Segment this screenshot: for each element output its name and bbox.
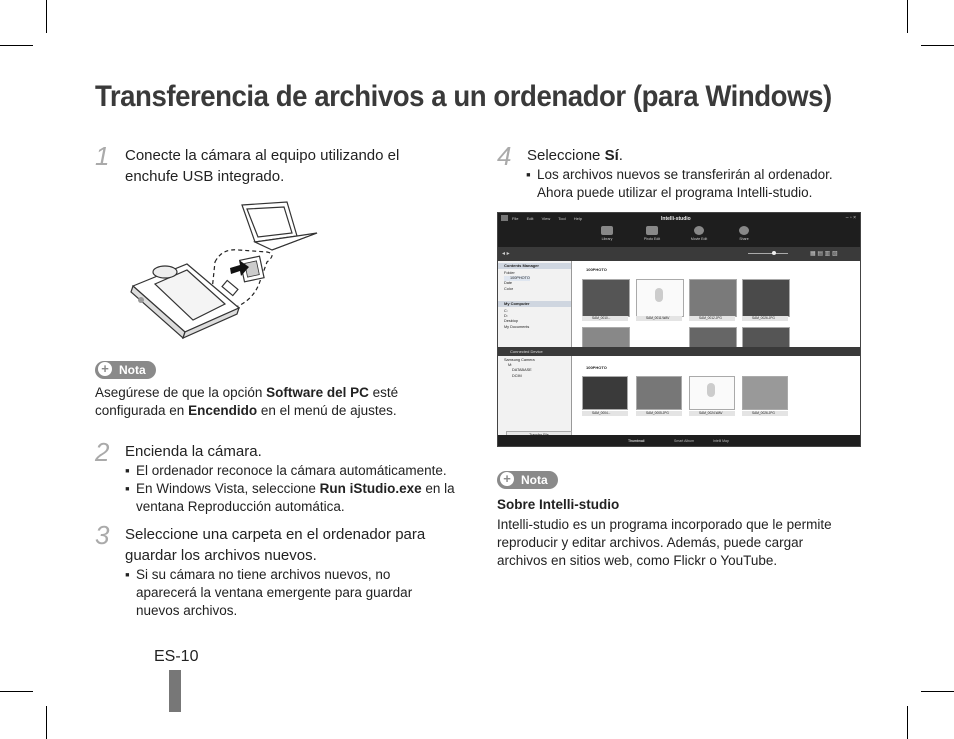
thumbnail-caption: SAM_0024.WAV: [689, 411, 735, 416]
contents-manager-header: Contents Manager: [498, 263, 571, 269]
thumbnail-audio[interactable]: [689, 376, 735, 410]
thumbnail-photo[interactable]: [689, 279, 737, 317]
step-text: Seleccione una carpeta en el ordenador para guardar los archivos nuevos.: [125, 526, 426, 564]
tree-item[interactable]: Date: [504, 281, 513, 286]
bullet-bold-text: Run iStudio.exe: [319, 481, 422, 496]
tree-item[interactable]: D:: [504, 314, 508, 319]
note-option-name: Software del PC: [266, 385, 369, 400]
step-text: Conecte la cámara al equipo utilizando el enchufe USB integrado.: [125, 147, 400, 185]
menu-file[interactable]: File: [512, 216, 519, 221]
bullet-item: [125, 462, 466, 480]
crop-mark: [0, 45, 33, 46]
page-title: Transferencia de archivos a un ordenador (para Windows): [95, 80, 832, 113]
crop-mark: [46, 706, 47, 739]
app-menu-bar: [512, 216, 589, 221]
tree-item[interactable]: DATABASE: [512, 368, 532, 373]
step-text: Encienda la cámara.: [125, 443, 262, 460]
intelli-studio-screenshot: [497, 212, 861, 447]
note-text-part: en el menú de ajustes.: [257, 403, 397, 418]
device-folder-label: 100PHOTO: [586, 365, 607, 370]
page-number: ES-10: [154, 648, 199, 665]
tree-item[interactable]: Folder: [504, 271, 515, 275]
bullet-text: Si su cámara no tiene archivos nuevos, no aparecerá la ventana emergente para guardar nuevos archivos.: [136, 567, 413, 618]
crop-mark: [921, 691, 954, 692]
page-tab-bar: [169, 670, 181, 712]
mode-library[interactable]: [595, 226, 619, 241]
thumbnail-caption: SAM_0004...: [582, 411, 628, 416]
thumbnail-caption: SAM_0026.JPG: [742, 316, 788, 321]
folder-tree: [504, 271, 530, 292]
bullet-text: En Windows Vista, seleccione: [136, 481, 320, 496]
step-option-name: Sí: [604, 147, 619, 164]
note-setting-value: Encendido: [188, 403, 258, 418]
device-tree: [504, 358, 535, 379]
note-badge: [95, 361, 156, 379]
step-number: 2: [95, 437, 110, 467]
note-badge-label: Nota: [521, 473, 548, 487]
note-heading: Sobre Intelli-studio: [497, 497, 620, 512]
thumbnail-caption: SAM_0011.WAV: [636, 316, 682, 321]
app-title: Intelli-studio: [661, 216, 691, 222]
thumbnail-photo[interactable]: [582, 279, 630, 317]
crop-mark: [0, 691, 33, 692]
bullet-text: El ordenador reconoce la cámara automáticamente.: [136, 463, 447, 478]
mode-photo-edit[interactable]: [640, 226, 664, 241]
bullet-item: [526, 166, 862, 202]
photo-edit-icon: [646, 226, 658, 235]
nav-arrows-icon[interactable]: ◂ ▸: [502, 251, 510, 257]
movie-edit-icon: [694, 226, 704, 235]
thumbnail-audio[interactable]: [636, 279, 684, 317]
tree-item[interactable]: Desktop: [504, 319, 518, 324]
tree-item[interactable]: My Documents: [504, 324, 530, 329]
app-title-bar: [498, 213, 860, 247]
thumbnail-photo[interactable]: [742, 327, 790, 349]
bullet-icon: ▪: [526, 167, 531, 182]
tree-item[interactable]: Color: [504, 286, 514, 291]
step-number: 1: [95, 141, 110, 171]
bullet-icon: ▪: [125, 481, 130, 496]
connected-device-label: Connected Device: [510, 349, 543, 354]
note-text-part: esté configurada en: [95, 385, 399, 418]
zoom-slider[interactable]: [748, 253, 788, 254]
mode-label: Photo Edit: [643, 237, 661, 241]
bullet-icon: ▪: [125, 567, 130, 582]
microphone-icon: [707, 383, 715, 397]
tab-thumbnail[interactable]: Thumbnail: [628, 439, 645, 443]
tree-item[interactable]: Samsung Camera: [504, 358, 535, 362]
tree-item[interactable]: DCIM: [512, 373, 522, 378]
thumbnail-photo[interactable]: [742, 279, 790, 317]
menu-edit[interactable]: Edit: [526, 216, 534, 221]
thumbnail-caption: SAM_0012.JPG: [689, 316, 735, 321]
crop-mark: [907, 706, 908, 739]
camera-icon: [131, 264, 239, 338]
connected-device-bar[interactable]: [498, 347, 860, 356]
note-text: Intelli-studio es un programa incorporado que le permite reproducir y editar archivos. Además, puede cargar archivos en sitios web, como Flickr o YouTube.: [497, 517, 832, 568]
microphone-icon: [655, 288, 663, 302]
plus-icon: +: [98, 362, 112, 376]
bullet-item: [125, 480, 456, 516]
thumbnail-photo[interactable]: [582, 376, 628, 410]
my-computer-header: My Computer: [498, 301, 571, 307]
thumbnail-caption: SAM_0005.JPG: [636, 411, 682, 416]
note-text: [95, 384, 445, 420]
step-text-part: Seleccione: [527, 147, 605, 164]
thumbnail-caption: SAM_0010...: [582, 316, 628, 321]
step-number: 4: [497, 141, 512, 171]
tree-item[interactable]: 100PHOTO: [504, 276, 530, 281]
app-logo-icon: [501, 215, 508, 221]
tab-smart-album[interactable]: Smart Album: [674, 439, 695, 443]
step-text: [527, 145, 857, 166]
step-number: 3: [95, 520, 110, 550]
globe-icon: [739, 226, 749, 235]
view-buttons-icon[interactable]: ▦ ▤ ▥ ▧: [810, 251, 838, 257]
computer-tree: [504, 309, 529, 330]
thumbnail-photo[interactable]: [636, 376, 682, 410]
tree-item[interactable]: C:: [504, 309, 508, 313]
menu-tool[interactable]: Tool: [558, 216, 566, 221]
bullet-text: Los archivos nuevos se transferirán al ordenador. Ahora puede utilizar el programa Intelli-studio.: [537, 167, 833, 200]
mode-label: Share: [739, 237, 749, 241]
crop-mark: [46, 0, 47, 33]
thumbnail-caption: SAM_0026.JPG: [742, 411, 788, 416]
bullet-icon: ▪: [125, 463, 130, 478]
zoom-slider-handle[interactable]: [772, 251, 776, 255]
thumbnail-photo[interactable]: [689, 327, 737, 349]
library-icon: [601, 226, 613, 235]
window-controls-icon[interactable]: – ▫ ×: [845, 215, 856, 221]
step-text-part: .: [618, 147, 623, 164]
tree-item[interactable]: M:: [508, 363, 513, 368]
plus-icon: +: [500, 472, 514, 486]
mode-movie-edit[interactable]: [687, 226, 711, 241]
mode-share[interactable]: [732, 226, 756, 241]
camera-usb-illustration: [127, 200, 322, 340]
menu-help[interactable]: Help: [573, 216, 582, 221]
tab-intelli-map[interactable]: Intelli Map: [713, 439, 729, 443]
crop-mark: [907, 0, 908, 33]
note-badge-label: Nota: [119, 363, 146, 377]
bullet-item: [125, 566, 446, 620]
laptop-icon: [242, 202, 317, 250]
crop-mark: [921, 45, 954, 46]
menu-view[interactable]: View: [541, 216, 551, 221]
note-badge: [497, 471, 558, 489]
thumbnail-photo[interactable]: [582, 327, 630, 349]
folder-label: 100PHOTO: [586, 267, 607, 272]
mode-label: Movie Edit: [690, 237, 708, 241]
mode-label: Library: [601, 237, 613, 241]
note-text-part: Asegúrese de que la opción: [95, 385, 267, 400]
bottom-tab-bar: [498, 435, 860, 446]
thumbnail-photo[interactable]: [742, 376, 788, 410]
bullet-text: en la ventana Reproducción automática.: [136, 481, 455, 514]
app-toolbar: [498, 247, 860, 261]
